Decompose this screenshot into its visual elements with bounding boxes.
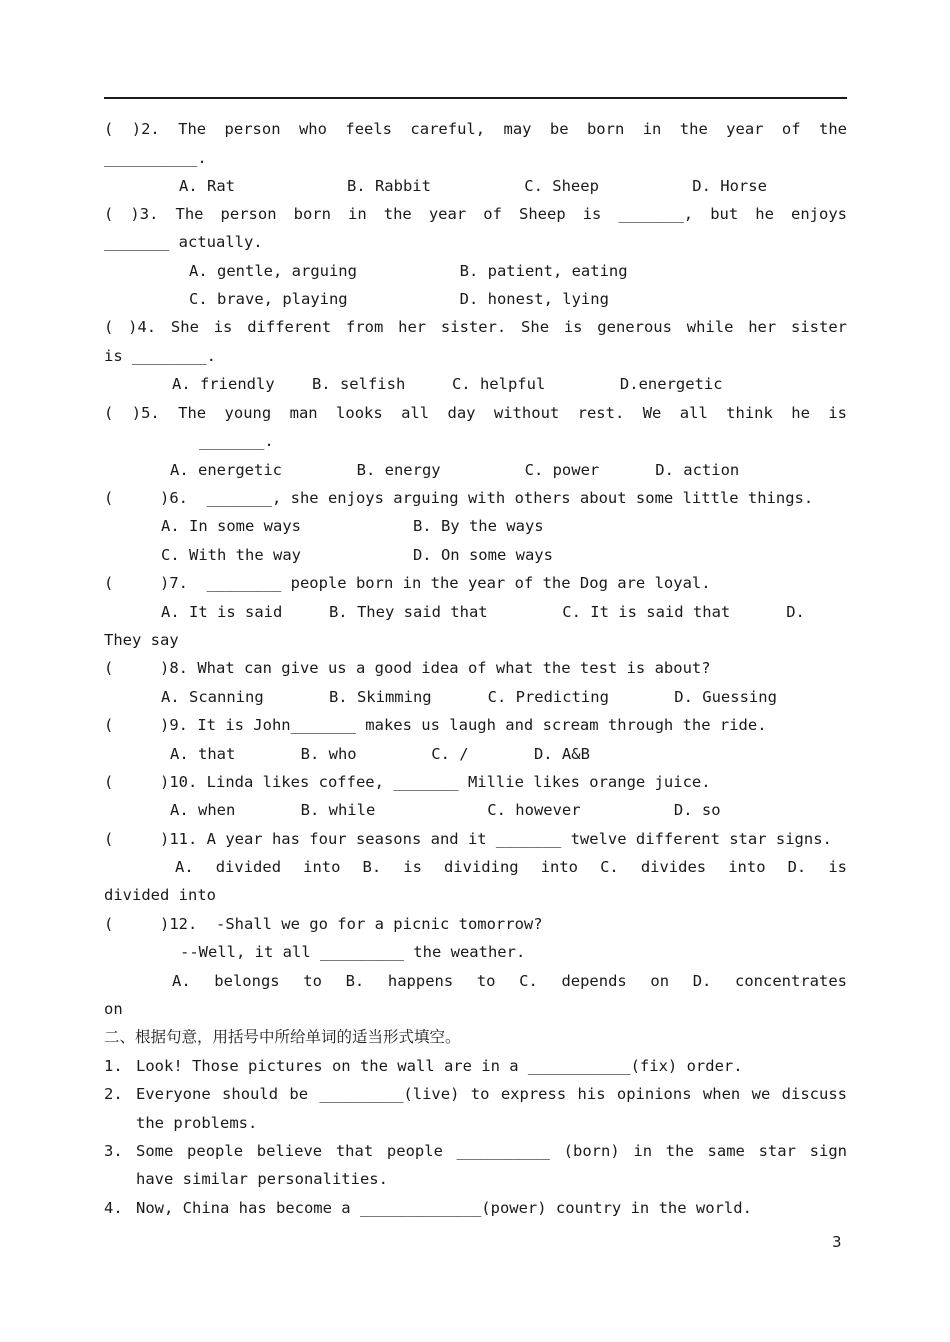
question-11-option-d: divided into (104, 886, 216, 904)
question-7-options: A. It is said B. They said that C. It is said that D. (161, 603, 805, 621)
header-rule (104, 97, 847, 99)
fill-item-3-number: 3. (104, 1142, 123, 1160)
question-5-stem: ( )5. The young man looks all day without rest. We all think he is (104, 404, 847, 422)
fill-item-2-continued: the problems. (136, 1114, 258, 1132)
section-2-heading: 二、根据句意，用括号中所给单词的适当形式填空。 (104, 1028, 461, 1046)
question-11-stem: ( )11. A year has four seasons and it _______ twelve different star signs. (104, 830, 832, 848)
question-4-stem: ( )4. She is different from her sister. She is generous while her sister (104, 318, 847, 336)
question-5-options: A. energetic B. energy C. power D. action (170, 461, 740, 479)
fill-item-4-number: 4. (104, 1199, 123, 1217)
fill-item-4-text: Now, China has become a _____________(power) country in the world. (136, 1199, 752, 1217)
question-6-options-ab: A. In some ways B. By the ways (161, 517, 544, 535)
question-6-options-cd: C. With the way D. On some ways (161, 546, 553, 564)
question-3-options-cd: C. brave, playing D. honest, lying (189, 290, 609, 308)
question-12-options: A. belongs to B. happens to C. depends on D. concentrates (172, 972, 847, 990)
question-6-stem: ( )6. _______, she enjoys arguing with others about some little things. (104, 489, 814, 507)
question-2-options: A. Rat B. Rabbit C. Sheep D. Horse (179, 177, 767, 195)
page-number: 3 (832, 1233, 842, 1251)
question-9-stem: ( )9. It is John_______ makes us laugh and scream through the ride. (104, 716, 767, 734)
fill-item-2-number: 2. (104, 1085, 123, 1103)
question-8-options: A. Scanning B. Skimming C. Predicting D. Guessing (161, 688, 777, 706)
question-2-blank: __________. (104, 149, 207, 167)
question-11-options: A. divided into B. is dividing into C. divides into D. is (175, 858, 847, 876)
question-3-options-ab: A. gentle, arguing B. patient, eating (189, 262, 628, 280)
question-12-reply: --Well, it all _________ the weather. (180, 943, 526, 961)
question-9-options: A. that B. who C. / D. A&B (170, 745, 590, 763)
question-3-stem: ( )3. The person born in the year of Sheep is _______, but he enjoys (104, 205, 847, 223)
question-12-option-d: on (104, 1000, 123, 1018)
question-4-continued: is ________. (104, 347, 216, 365)
question-8-stem: ( )8. What can give us a good idea of what the test is about? (104, 659, 711, 677)
fill-item-3-continued: have similar personalities. (136, 1170, 388, 1188)
question-3-continued: _______ actually. (104, 233, 263, 251)
question-7-option-d: They say (104, 631, 179, 649)
question-7-stem: ( )7. ________ people born in the year of the Dog are loyal. (104, 574, 711, 592)
question-12-stem: ( )12. -Shall we go for a picnic tomorrow? (104, 915, 543, 933)
question-2-stem: ( )2. The person who feels careful, may be born in the year of the (104, 120, 847, 138)
question-4-options: A. friendly B. selfish C. helpful D.energetic (172, 375, 723, 393)
fill-item-1-text: Look! Those pictures on the wall are in a ___________(fix) order. (136, 1057, 743, 1075)
question-10-stem: ( )10. Linda likes coffee, _______ Millie likes orange juice. (104, 773, 711, 791)
fill-item-2-text: Everyone should be _________(live) to express his opinions when we discuss (136, 1085, 847, 1103)
fill-item-3-text: Some people believe that people __________ (born) in the same star sign (136, 1142, 847, 1160)
question-10-options: A. when B. while C. however D. so (170, 801, 721, 819)
fill-item-1-number: 1. (104, 1057, 123, 1075)
question-5-blank: _______. (199, 432, 274, 450)
